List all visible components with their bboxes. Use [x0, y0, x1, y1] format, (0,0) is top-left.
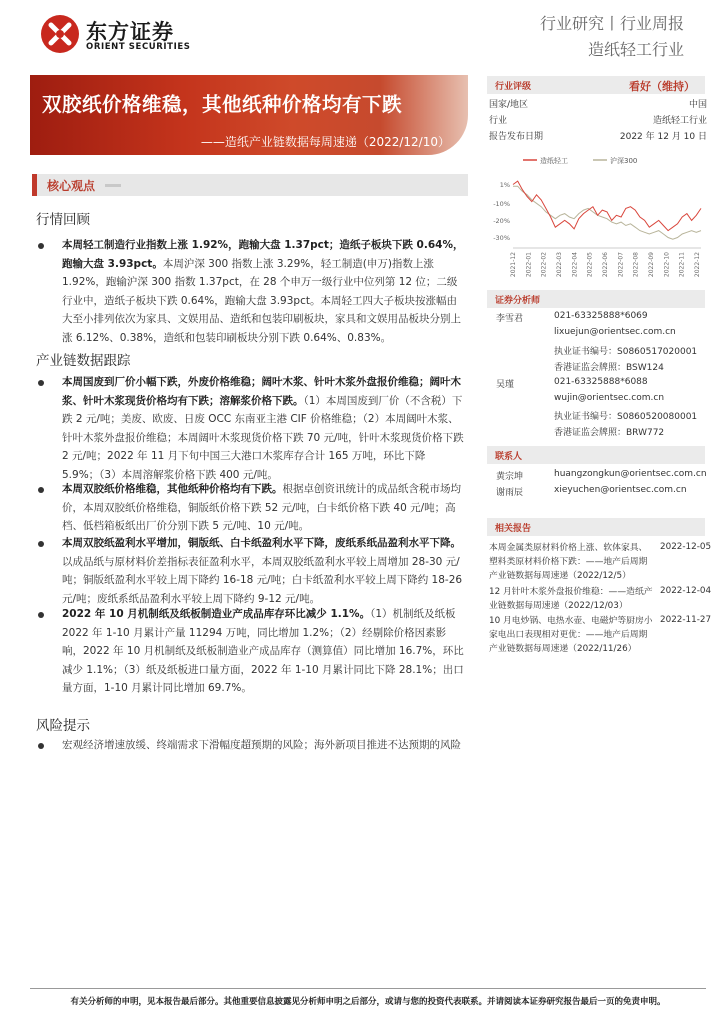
y-tick-label: -30%: [493, 233, 510, 242]
paragraph-lead: 2022 年 10 月机制纸及纸板制造业产成品库存环比减少 1.1%。: [62, 608, 371, 620]
index-performance-chart: [487, 152, 707, 282]
paragraph-risk: 宏观经济增速放缓、终端需求下滑幅度超预期的风险；海外新项目推进不达预期的风险: [62, 739, 461, 751]
rating-row-value: 2022 年 12 月 10 日: [619, 132, 707, 142]
bullet: [38, 380, 44, 386]
paragraph-text: （1）机制纸及纸板 2022 年 1-10 月累计产量 11294 万吨，同比增加 1.2%；（2）经剔除价格因素影响，2022 年 10 月机制纸及纸板制造业产成品库存（测算值）同比增加 16.7%，环比减少 1.1%；（3）纸及纸板进口量方面，2022 年 1-10 月累计同比下降 28.1%；出口量方面，1-10 月累计同比增加 69.7%。: [62, 608, 464, 694]
x-tick-label: 2022-07: [617, 252, 625, 278]
section-heading-industry-data: 产业链数据跟踪: [36, 353, 131, 369]
related-report-title[interactable]: 12 月针叶木浆外盘报价维稳：——造纸产业链数据每周速递（2022/12/03）: [489, 587, 653, 611]
page-title: 双胶纸价格维稳，其他纸种价格均有下跌: [42, 93, 403, 116]
paragraph-market-review: [62, 236, 464, 347]
chart-legend: [523, 156, 637, 165]
analyst-hk-license: 香港证监会牌照：BSW124: [554, 363, 664, 373]
analyst-cert: 执业证书编号：S0860517020001: [554, 347, 698, 357]
related-report-date: 2022-12-04: [660, 586, 712, 596]
bullet: [38, 743, 44, 749]
contact-name: 谢雨辰: [496, 488, 524, 498]
analyst-cert: 执业证书编号：S0860520080001: [554, 412, 698, 422]
related-reports-label: 相关报告: [495, 524, 532, 534]
x-tick-label: 2022-11: [678, 252, 686, 278]
series-line: [513, 181, 701, 231]
paragraph-text: （1）本周国废到厂价（不含税）下跌 2 元/吨；美废、欧废、日废 OCC 东南亚主港 CIF 价格维稳；（2）本周阔叶木浆、针叶木浆外盘报价维稳；本周阔叶木浆现货价格下跌 70 元/吨，针叶木浆现货价格下跌 2 元/吨；2022 年 11 月下旬中国三大港口木浆库存合计 165 万吨，环比下降 5.9%；（3）本周溶解浆价格下跌 400 元/吨。: [62, 394, 464, 481]
rating-row: [489, 113, 707, 127]
rating-bar: [487, 76, 705, 94]
rating-row-value: 中国: [688, 100, 707, 110]
footer-divider: [30, 988, 706, 989]
analyst-email[interactable]: lixuejun@orientsec.com.cn: [554, 327, 676, 337]
rating-row: [489, 97, 707, 111]
title-banner: [30, 75, 468, 155]
paragraph-lead: 本周双胶纸价格维稳，其他纸种价格均有下跌。: [62, 483, 283, 495]
core-view-label: 核心观点: [47, 179, 96, 193]
analysts-label: 证券分析师: [495, 296, 541, 306]
x-tick-label: 2022-02: [540, 252, 548, 278]
paragraph-text: 以成品纸与原材料价差指标表征盈利水平，本周双胶纸盈利水平较上周增加 28-30 元/吨；铜版纸盈利水平较上周下降约 16-18 元/吨；白卡纸盈利水平较上周下降约 18-26 元/吨；废纸系纸品盈利水平较上周下降约 9-12 元/吨。: [62, 555, 463, 605]
brand-logo: [40, 12, 200, 54]
related-report-date: 2022-11-27: [660, 615, 712, 625]
rating-row-key: 报告发布日期: [489, 132, 544, 142]
paragraph-inventory: [62, 605, 464, 698]
analyst-phone: 021-63325888*6088: [554, 377, 648, 387]
analyst-email[interactable]: wujin@orientsec.com.cn: [554, 393, 665, 403]
y-tick-label: -20%: [493, 216, 510, 225]
legend-label: 沪深300: [610, 157, 638, 165]
contact-email[interactable]: xieyuchen@orientsec.com.cn: [554, 485, 687, 495]
section-heading-market-review: 行情回顾: [36, 212, 90, 228]
x-tick-label: 2022-03: [556, 252, 563, 278]
y-tick-label: -10%: [493, 199, 510, 208]
x-tick-label: 2022-12: [694, 252, 701, 278]
contact-name: 黄宗坤: [496, 472, 524, 482]
x-tick-label: 2021-12: [510, 252, 517, 278]
report-industry: 造纸轻工行业: [587, 40, 684, 59]
orient-logo-icon: [40, 14, 80, 54]
paragraph-profit: [62, 534, 464, 608]
section-heading-risk: 风险提示: [36, 718, 90, 734]
related-report-title[interactable]: 10 月电炒锅、电热水壶、电磁炉等厨房小家电出口表现相对更优：——地产后周期产业链数据每周速递（2022/11/26）: [489, 616, 653, 654]
legend-label: 造纸轻工: [540, 157, 568, 165]
paragraph-lead: 本周轻工制造行业指数上涨 1.92%，跑输大盘 1.37pct；造纸子板块下跌 0.64%，跑输大盘 3.93pct。: [62, 239, 464, 270]
y-tick-label: 1%: [499, 181, 510, 190]
rating-row-key: 行业: [489, 116, 508, 126]
contacts-label: 联系人: [495, 452, 523, 462]
x-tick-label: 2022-09: [648, 252, 655, 278]
x-tick-label: 2022-01: [525, 252, 533, 278]
analysts-bar: [487, 290, 705, 308]
analyst-phone: 021-63325888*6069: [554, 311, 648, 321]
analyst-name: 李雪君: [496, 314, 524, 324]
paragraph-text: 本周沪深 300 指数上涨 3.29%，轻工制造(申万)指数上涨 1.92%，跑输沪深 300 指数 1.37pct，在 28 个申万一级行业中位列第 12 位；二级行业中，造纸子板块下跌 0.64%，跑输大盘 3.93pct。本周轻工四大子板块按涨幅由大至小排列依次为家具、文娱用品、造纸和包装印刷板块，家具和文娱用品板块分别上涨 6.12%、0.38%，造纸和包装印刷板块分别下跌 0.64%、0.83%。: [62, 257, 461, 344]
rating-label: 行业评级: [495, 82, 532, 92]
rating-row-key: 国家/地区: [489, 100, 529, 110]
paragraph-lead: 本周国废到厂价小幅下跌，外废价格维稳；阔叶木浆、针叶木浆外盘报价维稳；阔叶木浆、针叶木浆现货价格均有下跌；溶解浆价格下跌。: [62, 376, 461, 407]
chart-x-axis: [510, 248, 701, 277]
footer-disclaimer: 有关分析师的申明，见本报告最后部分。其他重要信息披露见分析师申明之后部分，或请与您的投资代表联系。并请阅读本证券研究报告最后一页的免责申明。: [70, 997, 666, 1007]
core-view-decoration: [105, 184, 121, 187]
rating-row-value: 造纸轻工行业: [652, 116, 707, 126]
contacts-bar: [487, 446, 705, 464]
contact-email[interactable]: huangzongkun@orientsec.com.cn: [554, 469, 707, 479]
analyst-name: 吴瑾: [496, 380, 515, 390]
paragraph-text: 根据卓创资讯统计的成品纸含税市场均价，本周双胶纸价格维稳，铜版纸价格下跌 52 元/吨，白卡纸价格下跌 40 元/吨；高档、低档箱板纸出厂价分别下跌 5 元/吨、10 元/吨。: [62, 483, 461, 532]
report-type: 行业研究丨行业周报: [539, 14, 684, 33]
x-tick-label: 2022-06: [602, 252, 609, 278]
core-view-bar: [32, 174, 468, 196]
bullet: [38, 487, 44, 493]
paragraph-paper-price: [62, 480, 464, 536]
related-report-date: 2022-12-05: [660, 542, 712, 552]
rating-row: [489, 129, 707, 143]
x-tick-label: 2022-08: [632, 252, 640, 278]
x-tick-label: 2022-04: [571, 252, 579, 278]
bullet: [38, 612, 44, 618]
x-tick-label: 2022-05: [586, 252, 594, 278]
page-subtitle: ——造纸产业链数据每周速递（2022/12/10）: [200, 135, 450, 149]
related-reports-bar: [487, 518, 705, 536]
x-tick-label: 2022-10: [663, 252, 671, 278]
bullet: [38, 541, 44, 547]
related-report-title[interactable]: 本周金属类原材料价格上涨、软体家具、塑料类原材料价格下跌：——地产后周期产业链数据每周速递（2022/12/5）: [489, 543, 648, 581]
brand-name-en: ORIENT SECURITIES: [86, 42, 191, 52]
brand-name-cn: 东方证券: [86, 20, 174, 44]
bullet: [38, 243, 44, 249]
analyst-hk-license: 香港证监会牌照：BRW772: [554, 428, 665, 438]
paragraph-lead: 本周双胶纸盈利水平增加，铜版纸、白卡纸盈利水平下降，废纸系纸品盈利水平下降。: [62, 537, 461, 549]
rating-value: 看好（维持）: [629, 80, 695, 93]
chart-lines: [513, 181, 701, 239]
chart-y-axis: [493, 181, 510, 242]
paragraph-pulp: [62, 373, 464, 484]
